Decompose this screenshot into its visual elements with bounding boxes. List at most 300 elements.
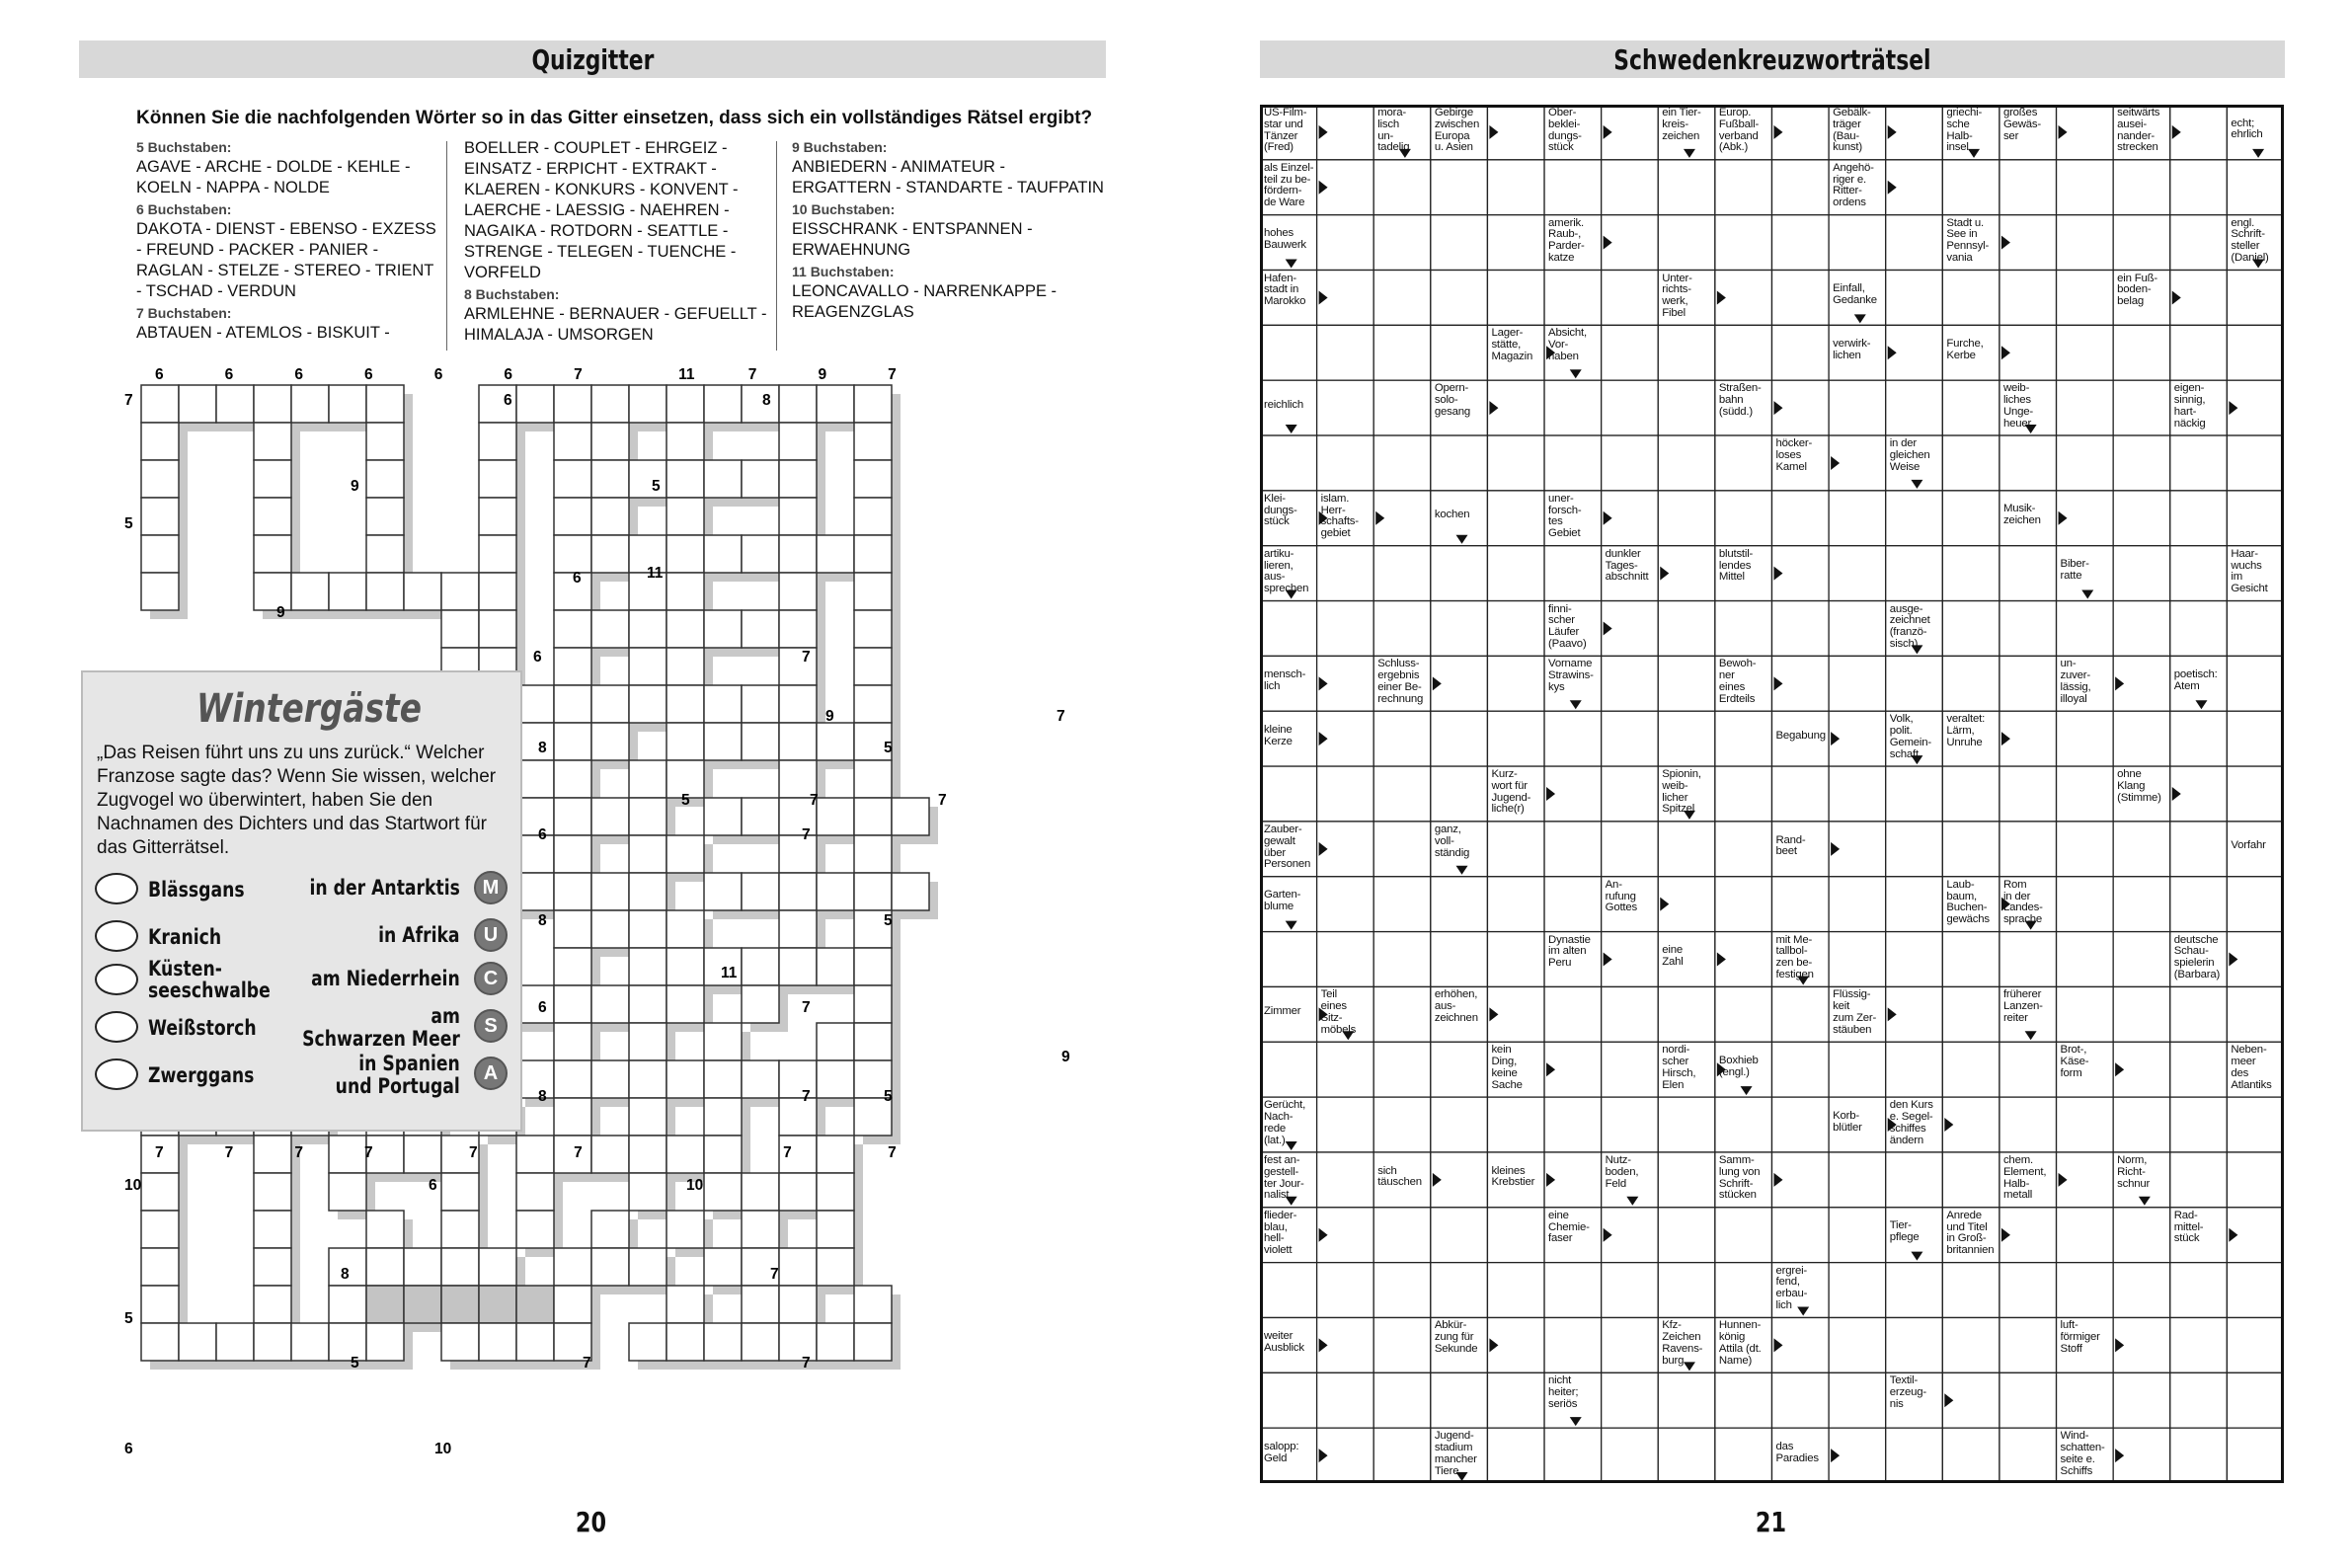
grid-cell[interactable] bbox=[179, 385, 216, 423]
grid-cell[interactable] bbox=[854, 1023, 892, 1060]
grid-cell[interactable] bbox=[629, 1248, 666, 1286]
answer-cell[interactable] bbox=[1260, 325, 1317, 380]
answer-cell[interactable] bbox=[2113, 986, 2170, 1042]
answer-cell[interactable] bbox=[1431, 435, 1488, 491]
answer-cell[interactable] bbox=[1602, 1372, 1659, 1428]
answer-cell[interactable] bbox=[1829, 215, 1886, 271]
answer-cell[interactable] bbox=[1431, 766, 1488, 822]
grid-cell[interactable] bbox=[779, 610, 817, 648]
grid-cell[interactable] bbox=[742, 1173, 779, 1211]
grid-cell[interactable] bbox=[141, 498, 179, 535]
answer-cell[interactable] bbox=[1715, 711, 1772, 766]
grid-cell[interactable] bbox=[854, 648, 892, 685]
grid-cell[interactable] bbox=[854, 760, 892, 798]
answer-cell[interactable] bbox=[1715, 491, 1772, 546]
grid-cell[interactable] bbox=[554, 760, 591, 798]
answer-cell[interactable] bbox=[2170, 160, 2228, 215]
answer-cell[interactable] bbox=[2227, 986, 2284, 1042]
grid-cell[interactable] bbox=[779, 873, 817, 910]
answer-cell[interactable] bbox=[1431, 325, 1488, 380]
answer-cell[interactable] bbox=[1999, 435, 2057, 491]
grid-cell[interactable] bbox=[291, 1323, 329, 1361]
answer-cell[interactable] bbox=[1658, 380, 1715, 435]
answer-cell[interactable] bbox=[1544, 1097, 1602, 1152]
answer-cell[interactable] bbox=[1658, 1372, 1715, 1428]
answer-cell[interactable] bbox=[1487, 1372, 1544, 1428]
grid-cell[interactable] bbox=[779, 685, 817, 723]
grid-cell[interactable] bbox=[666, 910, 704, 948]
grid-cell[interactable] bbox=[254, 1286, 291, 1323]
answer-cell[interactable] bbox=[1373, 160, 1431, 215]
answer-cell[interactable] bbox=[1487, 932, 1544, 987]
grid-cell[interactable] bbox=[479, 610, 516, 648]
answer-cell[interactable] bbox=[1373, 215, 1431, 271]
grid-cell[interactable] bbox=[554, 1136, 591, 1173]
answer-cell[interactable] bbox=[1373, 766, 1431, 822]
answer-cell[interactable] bbox=[2227, 1372, 2284, 1428]
answer-cell[interactable] bbox=[1942, 986, 1999, 1042]
answer-cell[interactable] bbox=[1373, 546, 1431, 601]
grid-cell[interactable] bbox=[441, 610, 479, 648]
answer-cell[interactable] bbox=[2170, 1428, 2228, 1483]
answer-oval[interactable] bbox=[95, 1011, 138, 1043]
grid-cell[interactable] bbox=[854, 948, 892, 985]
answer-cell[interactable] bbox=[2057, 215, 2114, 271]
answer-cell[interactable] bbox=[2170, 1263, 2228, 1318]
grid-cell[interactable] bbox=[516, 1211, 554, 1248]
answer-cell[interactable] bbox=[1487, 1097, 1544, 1152]
answer-cell[interactable] bbox=[2227, 1317, 2284, 1372]
answer-cell[interactable] bbox=[1373, 1097, 1431, 1152]
grid-cell[interactable] bbox=[629, 1023, 666, 1060]
answer-cell[interactable] bbox=[1999, 601, 2057, 657]
answer-cell[interactable] bbox=[1487, 656, 1544, 711]
answer-cell[interactable] bbox=[1487, 1428, 1544, 1483]
answer-cell[interactable] bbox=[2113, 1097, 2170, 1152]
grid-cell[interactable] bbox=[479, 1323, 516, 1361]
answer-cell[interactable] bbox=[1658, 1097, 1715, 1152]
grid-cell[interactable] bbox=[779, 535, 817, 573]
answer-cell[interactable] bbox=[1487, 711, 1544, 766]
answer-cell[interactable] bbox=[2057, 711, 2114, 766]
grid-cell[interactable] bbox=[629, 760, 666, 798]
answer-cell[interactable] bbox=[1658, 215, 1715, 271]
grid-cell[interactable] bbox=[591, 723, 629, 760]
answer-cell[interactable] bbox=[1886, 766, 1943, 822]
grid-cell[interactable] bbox=[742, 685, 779, 723]
answer-cell[interactable] bbox=[1544, 877, 1602, 932]
answer-cell[interactable] bbox=[2113, 325, 2170, 380]
grid-cell[interactable] bbox=[742, 723, 779, 760]
answer-cell[interactable] bbox=[2113, 380, 2170, 435]
answer-cell[interactable] bbox=[1317, 1263, 1374, 1318]
answer-cell[interactable] bbox=[1999, 1097, 2057, 1152]
answer-cell[interactable] bbox=[1373, 601, 1431, 657]
grid-cell[interactable] bbox=[591, 798, 629, 835]
answer-cell[interactable] bbox=[2113, 1208, 2170, 1263]
answer-cell[interactable] bbox=[2170, 325, 2228, 380]
answer-cell[interactable] bbox=[1715, 877, 1772, 932]
answer-cell[interactable] bbox=[1942, 822, 1999, 877]
grid-cell[interactable] bbox=[329, 385, 366, 423]
answer-cell[interactable] bbox=[2227, 1152, 2284, 1208]
grid-cell[interactable] bbox=[854, 423, 892, 460]
answer-cell[interactable] bbox=[1942, 1428, 1999, 1483]
grid-cell[interactable] bbox=[704, 1023, 742, 1060]
answer-cell[interactable] bbox=[2113, 932, 2170, 987]
grid-cell[interactable] bbox=[591, 1211, 629, 1248]
grid-cell[interactable] bbox=[704, 1098, 742, 1136]
grid-cell[interactable] bbox=[366, 460, 404, 498]
grid-cell[interactable] bbox=[629, 610, 666, 648]
grid-cell[interactable] bbox=[516, 1136, 554, 1173]
grid-cell[interactable] bbox=[779, 1323, 817, 1361]
grid-cell[interactable] bbox=[704, 1060, 742, 1098]
grid-cell[interactable] bbox=[554, 498, 591, 535]
grid-cell[interactable] bbox=[704, 385, 742, 423]
answer-cell[interactable] bbox=[1942, 271, 1999, 326]
grid-cell[interactable] bbox=[817, 798, 854, 835]
answer-cell[interactable] bbox=[2113, 215, 2170, 271]
answer-cell[interactable] bbox=[1658, 160, 1715, 215]
answer-cell[interactable] bbox=[2113, 1263, 2170, 1318]
answer-cell[interactable] bbox=[2057, 1263, 2114, 1318]
answer-oval[interactable] bbox=[95, 1058, 138, 1090]
answer-cell[interactable] bbox=[2057, 380, 2114, 435]
answer-cell[interactable] bbox=[1942, 491, 1999, 546]
answer-cell[interactable] bbox=[1715, 986, 1772, 1042]
grid-cell[interactable] bbox=[779, 910, 817, 948]
answer-cell[interactable] bbox=[1602, 271, 1659, 326]
answer-cell[interactable] bbox=[1544, 1263, 1602, 1318]
grid-cell[interactable] bbox=[779, 1248, 817, 1286]
grid-cell[interactable] bbox=[854, 573, 892, 610]
answer-cell[interactable] bbox=[1317, 1152, 1374, 1208]
grid-cell[interactable] bbox=[591, 460, 629, 498]
answer-cell[interactable] bbox=[1544, 1428, 1602, 1483]
grid-cell[interactable] bbox=[779, 1286, 817, 1323]
answer-cell[interactable] bbox=[1373, 271, 1431, 326]
grid-cell[interactable] bbox=[216, 1323, 254, 1361]
answer-cell[interactable] bbox=[1829, 491, 1886, 546]
grid-cell[interactable] bbox=[591, 535, 629, 573]
answer-cell[interactable] bbox=[1431, 1263, 1488, 1318]
answer-cell[interactable] bbox=[2227, 1097, 2284, 1152]
grid-cell[interactable] bbox=[141, 1323, 179, 1361]
answer-cell[interactable] bbox=[1658, 656, 1715, 711]
answer-cell[interactable] bbox=[2170, 491, 2228, 546]
answer-cell[interactable] bbox=[1829, 1042, 1886, 1097]
grid-cell[interactable] bbox=[742, 1060, 779, 1098]
answer-cell[interactable] bbox=[1317, 215, 1374, 271]
grid-cell[interactable] bbox=[554, 1286, 591, 1323]
answer-cell[interactable] bbox=[1886, 215, 1943, 271]
answer-cell[interactable] bbox=[1317, 932, 1374, 987]
answer-cell[interactable] bbox=[1602, 325, 1659, 380]
answer-cell[interactable] bbox=[2057, 986, 2114, 1042]
grid-cell[interactable] bbox=[666, 1286, 704, 1323]
grid-cell[interactable] bbox=[704, 610, 742, 648]
grid-cell[interactable] bbox=[854, 873, 892, 910]
grid-cell[interactable] bbox=[817, 385, 854, 423]
grid-cell[interactable] bbox=[629, 1136, 666, 1173]
answer-cell[interactable] bbox=[1373, 1263, 1431, 1318]
grid-cell[interactable] bbox=[254, 1248, 291, 1286]
grid-cell[interactable] bbox=[742, 798, 779, 835]
answer-cell[interactable] bbox=[1487, 271, 1544, 326]
grid-cell[interactable] bbox=[854, 798, 892, 835]
grid-cell[interactable] bbox=[254, 1323, 291, 1361]
grid-cell[interactable] bbox=[854, 535, 892, 573]
answer-cell[interactable] bbox=[1544, 822, 1602, 877]
grid-cell[interactable] bbox=[666, 1323, 704, 1361]
grid-cell[interactable] bbox=[479, 573, 516, 610]
grid-cell[interactable] bbox=[817, 948, 854, 985]
grid-cell[interactable] bbox=[817, 1323, 854, 1361]
answer-cell[interactable] bbox=[1658, 1428, 1715, 1483]
answer-cell[interactable] bbox=[1544, 435, 1602, 491]
grid-cell[interactable] bbox=[441, 1286, 479, 1323]
grid-cell[interactable] bbox=[141, 1211, 179, 1248]
answer-cell[interactable] bbox=[1999, 932, 2057, 987]
answer-cell[interactable] bbox=[2227, 1428, 2284, 1483]
answer-cell[interactable] bbox=[2113, 877, 2170, 932]
answer-cell[interactable] bbox=[2170, 435, 2228, 491]
answer-cell[interactable] bbox=[1715, 325, 1772, 380]
grid-cell[interactable] bbox=[666, 1211, 704, 1248]
answer-cell[interactable] bbox=[2057, 932, 2114, 987]
answer-cell[interactable] bbox=[2170, 1152, 2228, 1208]
grid-cell[interactable] bbox=[779, 835, 817, 873]
grid-cell[interactable] bbox=[329, 1323, 366, 1361]
grid-cell[interactable] bbox=[554, 1023, 591, 1060]
answer-cell[interactable] bbox=[1544, 1317, 1602, 1372]
answer-cell[interactable] bbox=[2057, 160, 2114, 215]
grid-cell[interactable] bbox=[666, 685, 704, 723]
answer-cell[interactable] bbox=[1942, 766, 1999, 822]
answer-cell[interactable] bbox=[1999, 1317, 2057, 1372]
answer-oval[interactable] bbox=[95, 873, 138, 904]
answer-cell[interactable] bbox=[2170, 546, 2228, 601]
answer-cell[interactable] bbox=[1829, 1317, 1886, 1372]
grid-cell[interactable] bbox=[779, 648, 817, 685]
grid-cell[interactable] bbox=[666, 985, 704, 1023]
grid-cell[interactable] bbox=[629, 460, 666, 498]
grid-cell[interactable] bbox=[254, 423, 291, 460]
answer-cell[interactable] bbox=[1942, 656, 1999, 711]
answer-cell[interactable] bbox=[2057, 271, 2114, 326]
answer-cell[interactable] bbox=[1317, 325, 1374, 380]
answer-cell[interactable] bbox=[1317, 380, 1374, 435]
answer-cell[interactable] bbox=[2113, 160, 2170, 215]
grid-cell[interactable] bbox=[254, 535, 291, 573]
answer-cell[interactable] bbox=[1602, 380, 1659, 435]
answer-oval[interactable] bbox=[95, 964, 138, 995]
answer-cell[interactable] bbox=[1373, 435, 1431, 491]
answer-cell[interactable] bbox=[1772, 1097, 1830, 1152]
answer-cell[interactable] bbox=[1487, 1263, 1544, 1318]
answer-cell[interactable] bbox=[1715, 215, 1772, 271]
answer-cell[interactable] bbox=[1602, 656, 1659, 711]
answer-cell[interactable] bbox=[1373, 1042, 1431, 1097]
grid-cell[interactable] bbox=[629, 1323, 666, 1361]
answer-cell[interactable] bbox=[1431, 932, 1488, 987]
grid-cell[interactable] bbox=[704, 1173, 742, 1211]
grid-cell[interactable] bbox=[666, 1060, 704, 1098]
grid-cell[interactable] bbox=[704, 1136, 742, 1173]
answer-cell[interactable] bbox=[1373, 1428, 1431, 1483]
grid-cell[interactable] bbox=[554, 460, 591, 498]
answer-cell[interactable] bbox=[1487, 822, 1544, 877]
grid-cell[interactable] bbox=[742, 1286, 779, 1323]
grid-cell[interactable] bbox=[591, 873, 629, 910]
grid-cell[interactable] bbox=[854, 1323, 892, 1361]
grid-cell[interactable] bbox=[254, 573, 291, 610]
grid-cell[interactable] bbox=[591, 1248, 629, 1286]
answer-cell[interactable] bbox=[1772, 1372, 1830, 1428]
grid-cell[interactable] bbox=[779, 723, 817, 760]
grid-cell[interactable] bbox=[554, 910, 591, 948]
grid-cell[interactable] bbox=[892, 873, 929, 910]
answer-cell[interactable] bbox=[1772, 491, 1830, 546]
grid-cell[interactable] bbox=[591, 385, 629, 423]
grid-cell[interactable] bbox=[666, 385, 704, 423]
answer-cell[interactable] bbox=[1487, 877, 1544, 932]
grid-cell[interactable] bbox=[591, 498, 629, 535]
answer-cell[interactable] bbox=[1886, 1317, 1943, 1372]
answer-cell[interactable] bbox=[1431, 160, 1488, 215]
grid-cell[interactable] bbox=[516, 385, 554, 423]
answer-cell[interactable] bbox=[1772, 986, 1830, 1042]
grid-cell[interactable] bbox=[666, 498, 704, 535]
grid-cell[interactable] bbox=[591, 610, 629, 648]
grid-cell[interactable] bbox=[366, 498, 404, 535]
grid-cell[interactable] bbox=[366, 573, 404, 610]
grid-cell[interactable] bbox=[817, 723, 854, 760]
answer-cell[interactable] bbox=[1658, 491, 1715, 546]
answer-cell[interactable] bbox=[1886, 271, 1943, 326]
grid-cell[interactable] bbox=[666, 948, 704, 985]
answer-cell[interactable] bbox=[1373, 1372, 1431, 1428]
answer-cell[interactable] bbox=[1829, 1208, 1886, 1263]
answer-cell[interactable] bbox=[1999, 1042, 2057, 1097]
grid-cell[interactable] bbox=[629, 1098, 666, 1136]
grid-cell[interactable] bbox=[404, 1248, 441, 1286]
answer-cell[interactable] bbox=[1886, 1428, 1943, 1483]
answer-cell[interactable] bbox=[1431, 215, 1488, 271]
grid-cell[interactable] bbox=[554, 985, 591, 1023]
grid-cell[interactable] bbox=[629, 648, 666, 685]
answer-cell[interactable] bbox=[1886, 822, 1943, 877]
answer-cell[interactable] bbox=[2057, 1372, 2114, 1428]
grid-cell[interactable] bbox=[629, 1173, 666, 1211]
answer-cell[interactable] bbox=[1715, 1428, 1772, 1483]
grid-cell[interactable] bbox=[516, 1323, 554, 1361]
grid-cell[interactable] bbox=[366, 1286, 404, 1323]
grid-cell[interactable] bbox=[404, 573, 441, 610]
grid-cell[interactable] bbox=[554, 798, 591, 835]
answer-cell[interactable] bbox=[1999, 1428, 2057, 1483]
grid-cell[interactable] bbox=[779, 498, 817, 535]
answer-cell[interactable] bbox=[2170, 877, 2228, 932]
answer-cell[interactable] bbox=[1886, 546, 1943, 601]
grid-cell[interactable] bbox=[141, 460, 179, 498]
answer-cell[interactable] bbox=[1658, 1208, 1715, 1263]
answer-cell[interactable] bbox=[2170, 1042, 2228, 1097]
answer-cell[interactable] bbox=[2227, 766, 2284, 822]
answer-cell[interactable] bbox=[1431, 1042, 1488, 1097]
grid-cell[interactable] bbox=[742, 385, 779, 423]
answer-cell[interactable] bbox=[1829, 656, 1886, 711]
grid-cell[interactable] bbox=[479, 423, 516, 460]
grid-cell[interactable] bbox=[854, 1286, 892, 1323]
answer-cell[interactable] bbox=[1487, 160, 1544, 215]
grid-cell[interactable] bbox=[854, 460, 892, 498]
answer-cell[interactable] bbox=[1715, 822, 1772, 877]
grid-cell[interactable] bbox=[254, 1136, 291, 1173]
grid-cell[interactable] bbox=[554, 1248, 591, 1286]
answer-cell[interactable] bbox=[1829, 766, 1886, 822]
answer-cell[interactable] bbox=[2227, 271, 2284, 326]
grid-cell[interactable] bbox=[704, 1323, 742, 1361]
grid-cell[interactable] bbox=[779, 385, 817, 423]
grid-cell[interactable] bbox=[329, 573, 366, 610]
answer-cell[interactable] bbox=[1942, 1042, 1999, 1097]
grid-cell[interactable] bbox=[629, 873, 666, 910]
answer-cell[interactable] bbox=[2227, 711, 2284, 766]
grid-cell[interactable] bbox=[704, 798, 742, 835]
answer-cell[interactable] bbox=[2170, 986, 2228, 1042]
answer-cell[interactable] bbox=[2113, 601, 2170, 657]
grid-cell[interactable] bbox=[666, 535, 704, 573]
grid-cell[interactable] bbox=[591, 985, 629, 1023]
answer-cell[interactable] bbox=[1942, 1317, 1999, 1372]
answer-cell[interactable] bbox=[1772, 160, 1830, 215]
grid-cell[interactable] bbox=[742, 535, 779, 573]
grid-cell[interactable] bbox=[817, 1211, 854, 1248]
answer-cell[interactable] bbox=[1715, 766, 1772, 822]
grid-cell[interactable] bbox=[704, 723, 742, 760]
grid-cell[interactable] bbox=[554, 535, 591, 573]
answer-cell[interactable] bbox=[1373, 325, 1431, 380]
answer-cell[interactable] bbox=[1999, 656, 2057, 711]
answer-cell[interactable] bbox=[1999, 271, 2057, 326]
grid-cell[interactable] bbox=[629, 798, 666, 835]
answer-cell[interactable] bbox=[1373, 932, 1431, 987]
grid-cell[interactable] bbox=[479, 535, 516, 573]
answer-cell[interactable] bbox=[1829, 932, 1886, 987]
grid-cell[interactable] bbox=[216, 385, 254, 423]
grid-cell[interactable] bbox=[254, 1211, 291, 1248]
answer-cell[interactable] bbox=[2227, 1263, 2284, 1318]
grid-cell[interactable] bbox=[742, 873, 779, 910]
grid-cell[interactable] bbox=[591, 1060, 629, 1098]
answer-cell[interactable] bbox=[1431, 601, 1488, 657]
grid-cell[interactable] bbox=[554, 385, 591, 423]
answer-cell[interactable] bbox=[1602, 160, 1659, 215]
grid-cell[interactable] bbox=[141, 1248, 179, 1286]
answer-cell[interactable] bbox=[1658, 1152, 1715, 1208]
grid-cell[interactable] bbox=[329, 1286, 366, 1323]
grid-cell[interactable] bbox=[742, 985, 779, 1023]
answer-cell[interactable] bbox=[1602, 1263, 1659, 1318]
grid-cell[interactable] bbox=[742, 948, 779, 985]
grid-cell[interactable] bbox=[291, 385, 329, 423]
grid-cell[interactable] bbox=[441, 1173, 479, 1211]
grid-cell[interactable] bbox=[366, 535, 404, 573]
answer-cell[interactable] bbox=[1544, 380, 1602, 435]
answer-cell[interactable] bbox=[1715, 1208, 1772, 1263]
